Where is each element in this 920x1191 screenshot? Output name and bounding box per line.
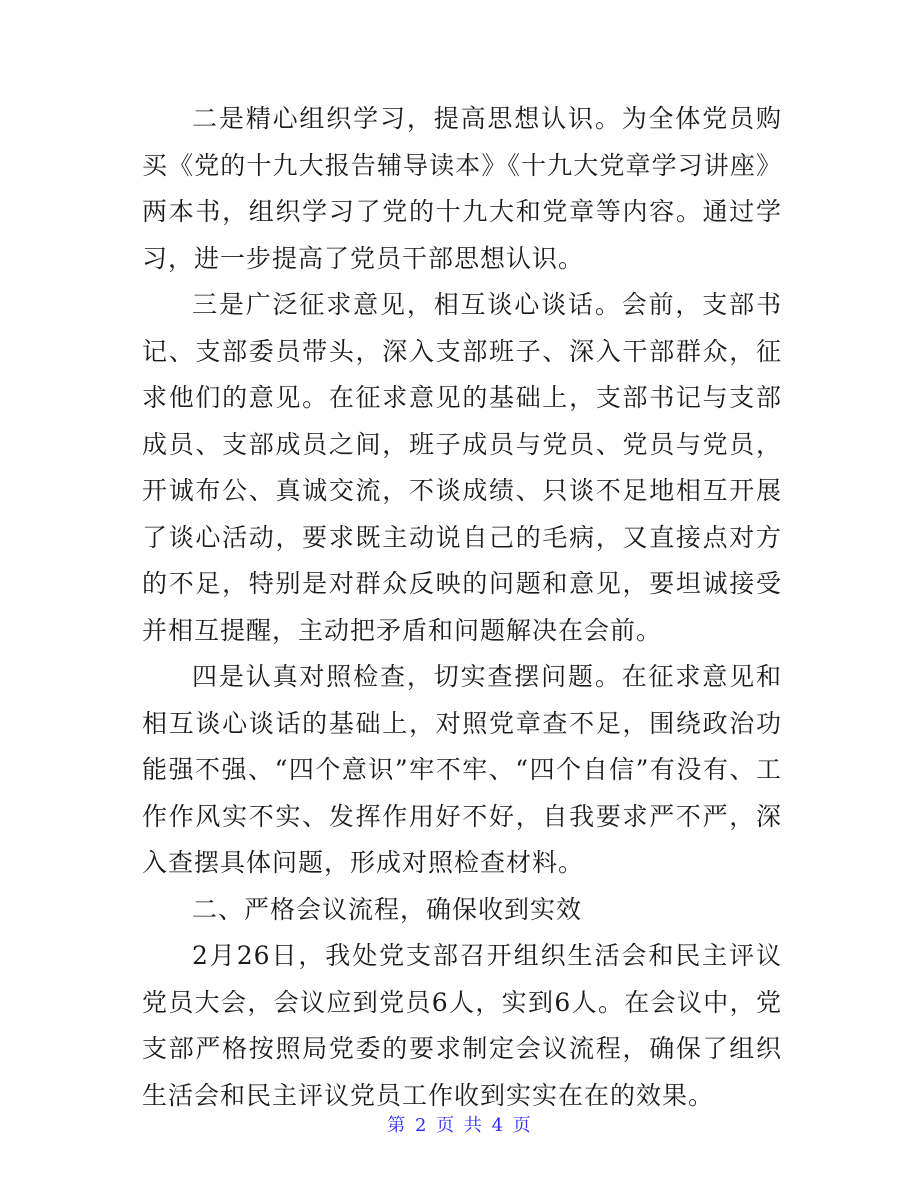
paragraph-study: 二是精心组织学习，提高思想认识。为全体党员购买《党的十九大报告辅导读本》《十九大党章学习讲座》两本书，组织学习了党的十九大和党章等内容。通过学习，进一步提高了党员干部思想认识。 bbox=[142, 104, 782, 273]
paragraph-opinions: 三是广泛征求意见，相互谈心谈话。会前，支部书记、支部委员带头，深入支部班子、深入干部群众，征求他们的意见。在征求意见的基础上，支部书记与支部成员、支部成员之间，班子成员与党员、党员与党员，开诚布公、真诚交流，不谈成绩、只谈不足地相互开展了谈心活动，要求既主动说自己的毛病，又直接点对方的不足，特别是对群众反映的问题和意见，要坦诚接受并相互提醒，主动把矛盾和问题解决在会前。 bbox=[142, 290, 782, 645]
paragraph-self-check: 四是认真对照检查，切实查摆问题。在征求意见和相互谈心谈话的基础上，对照党章查不足，围绕政治功能强不强、“四个意识”牢不牢、“四个自信”有没有、工作作风实不实、发挥作用好不好，自我要求严不严，深入查摆具体问题，形成对照检查材料。 bbox=[142, 662, 782, 877]
document-body bbox=[142, 96, 782, 1119]
page-number-footer: 第 2 页 共 4 页 bbox=[387, 1115, 533, 1136]
section-heading: 二、严格会议流程，确保收到实效 bbox=[192, 894, 583, 924]
paragraph-meeting: 2月26日，我处党支部召开组织生活会和民主评议党员大会，会议应到党员6人，实到6人。在会议中，党支部严格按照局党委的要求制定会议流程，确保了组织生活会和民主评议党员工作收到实实在在的效果。 bbox=[142, 941, 782, 1110]
